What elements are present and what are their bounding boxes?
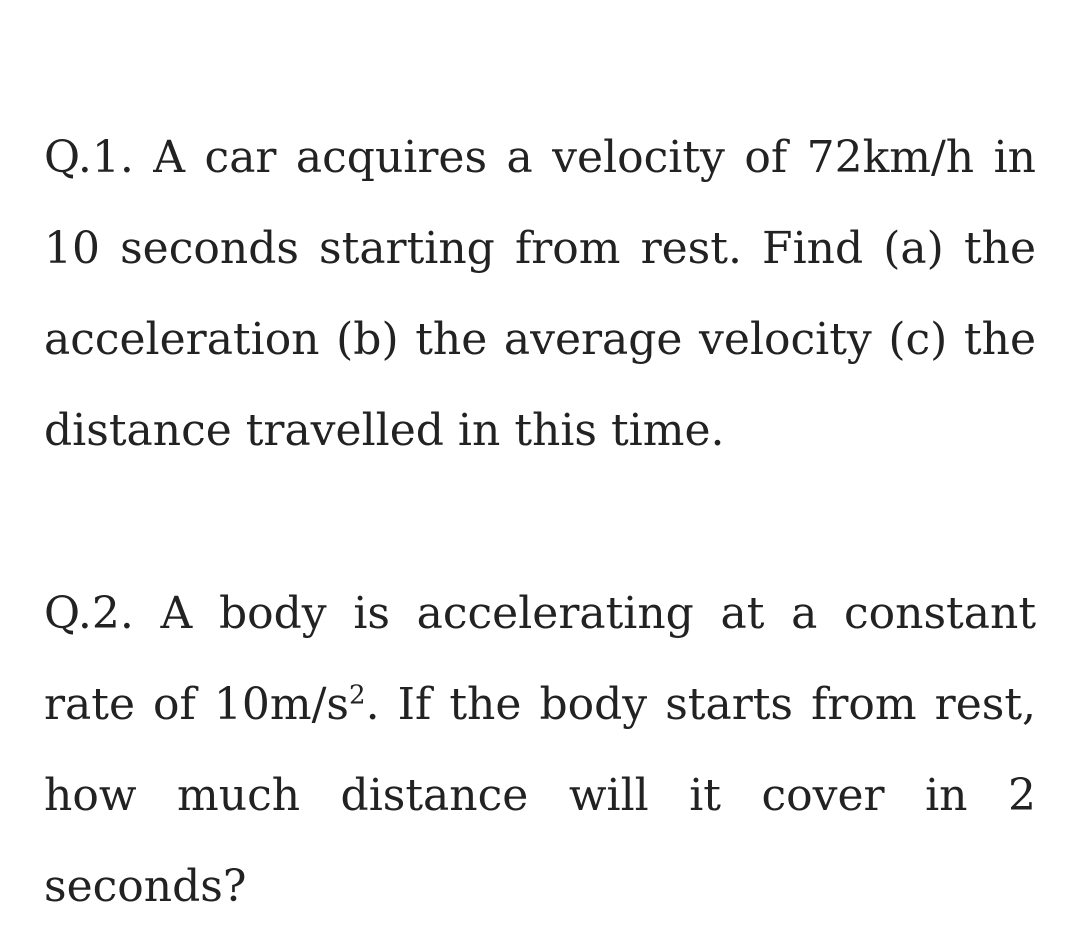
document-page [44,112,1036,932]
question-2-text-part-1: Q.2. A body is accelerating at a constant rate of 10m/s [44,588,1036,730]
question-1 [44,112,1036,476]
question-2 [44,568,1036,932]
question-2-text-part-2: . If the body starts from rest, how much distance will it cover in 2 seconds? [44,679,1036,912]
question-1-text: Q.1. A car acquires a velocity of 72km/h in 10 seconds starting from rest. Find (a) the acceleration (b) the average velocity (c) the distance travelled in this time. [44,132,1036,456]
question-2-superscript: 2 [349,680,366,711]
